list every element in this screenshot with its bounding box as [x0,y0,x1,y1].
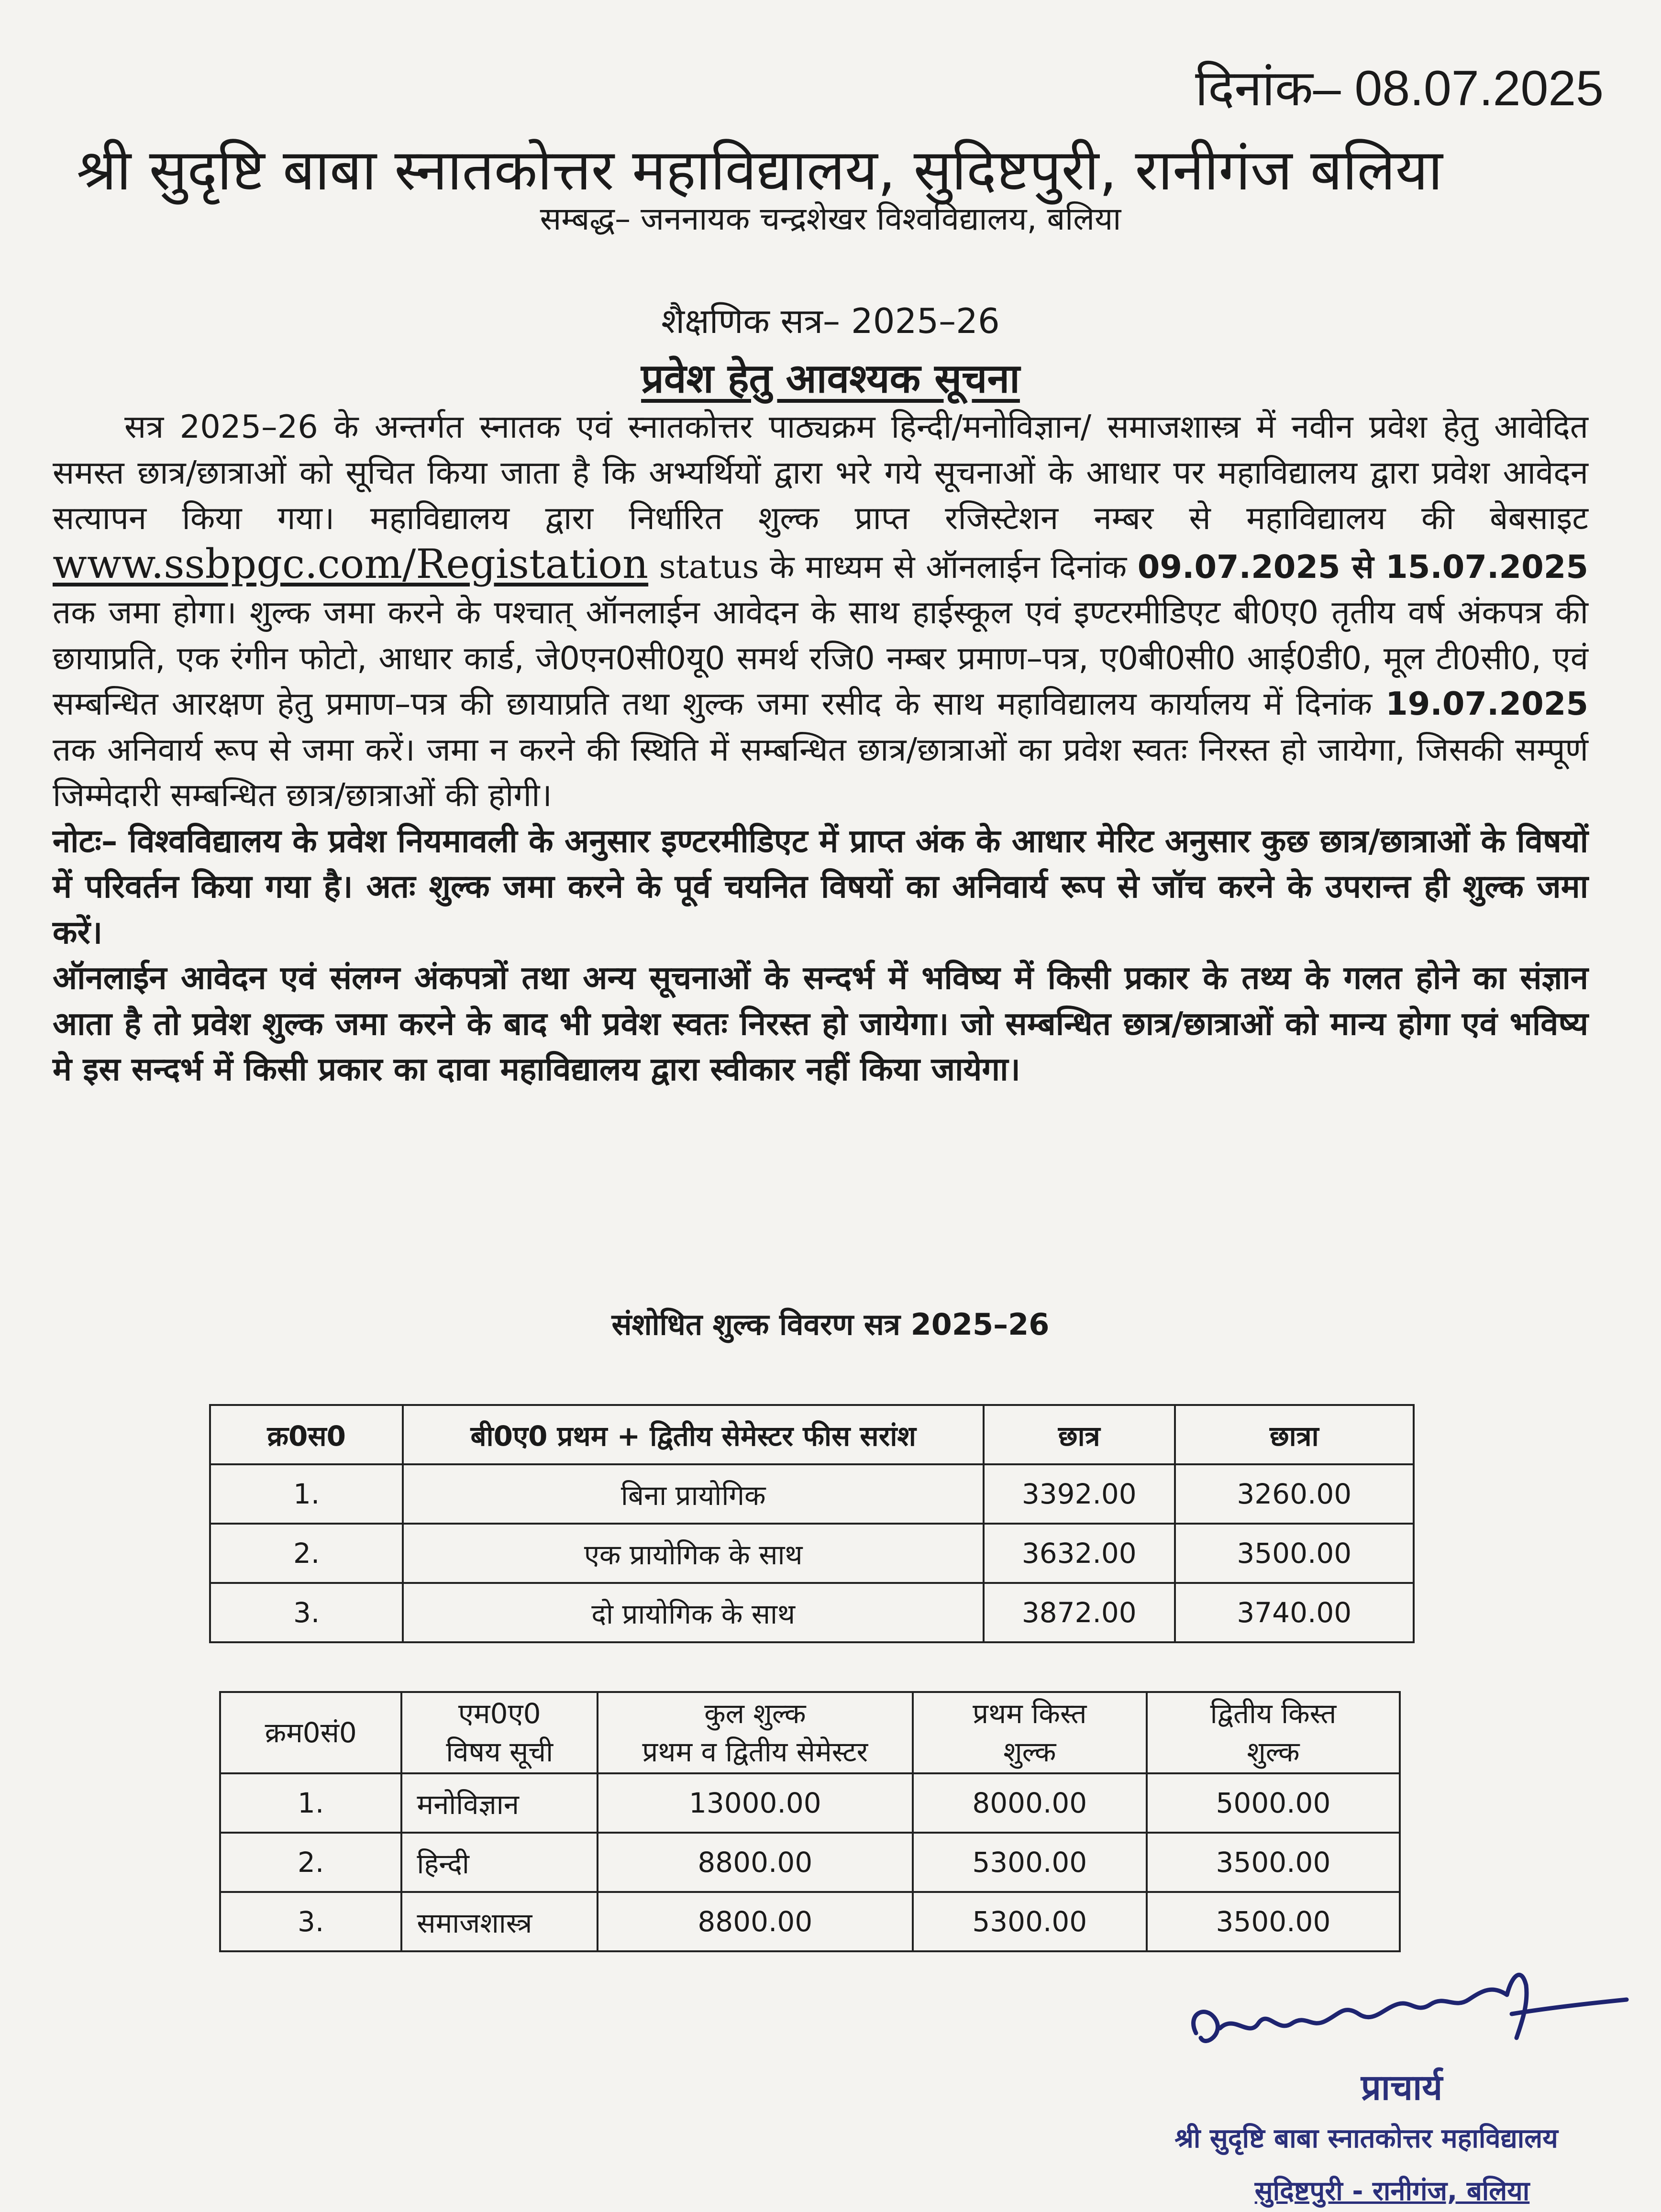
cell-first-installment: 5300.00 [913,1833,1147,1892]
cell-first-installment: 8000.00 [913,1773,1147,1833]
notice-body [53,404,1588,1093]
cell-male-fee: 3632.00 [984,1524,1175,1583]
note-subject-change: नोटः– विश्वविद्यालय के प्रवेश नियमावली के अनुसार इण्टरमीडिएट में प्राप्त अंक के आधार मेरिट अनुसार कुछ छात्र/छात्राओं के विषयों में परिवर्तन किया गया है। अतः शुल्क जमा करने के पूर्व चयनित विषयों का अनिवार्य रूप से जॉच करने के उपरान्त ही शुल्क जमा करें। [53,822,1588,951]
table-row [210,1524,1414,1583]
header-subject [401,1692,598,1773]
principal-signature [1177,1957,1636,2076]
header-female: छात्रा [1175,1405,1414,1464]
header-fee-summary: बी0ए0 प्रथम + द्वितीय सेमेस्टर फीस सरांश [403,1405,984,1464]
cell-serial: 1. [220,1773,401,1833]
header-male: छात्र [984,1405,1175,1464]
cell-male-fee: 3392.00 [984,1464,1175,1524]
cell-female-fee: 3260.00 [1175,1464,1414,1524]
header-first-installment-line1: प्रथम किस्त [973,1697,1087,1730]
college-name: श्री सुदृष्टि बाबा स्नातकोत्तर महाविद्यालय, सुदिष्टपुरी, रानीगंज बलिया [77,137,1443,203]
payment-date-range: 09.07.2025 से 15.07.2025 [1137,548,1588,586]
cell-male-fee: 3872.00 [984,1583,1175,1642]
para1-part2: के माध्यम से ऑनलाईन दिनांक [770,548,1127,586]
para1-part3: तक जमा होगा। शुल्क जमा करने के पश्चात् ऑनलाईन आवेदन के साथ हाईस्कूल एवं इण्टरमीडिएट बी0ए0 तृतीय वर्ष अंकपत्र की छायाप्रति, एक रंगीन फोटो, आधार कार्ड, जे0एन0सी0यू0 समर्थ रजि0 नम्बर प्रमाण–पत्र, ए0बी0सी0 आई0डी0, मूल टी0सी0, एवं सम्बन्धित आरक्षण हेतु प्रमाण–पत्र की छायाप्रति तथा शुल्क जमा रसीद के साथ महाविद्यालय कार्यालय में दिनांक [53,594,1588,722]
main-paragraph [53,404,1588,818]
para1-part4: तक अनिवार्य रूप से जमा करें। जमा न करने की स्थिति में सम्बन्धित छात्र/छात्राओं का प्रवेश स्वतः निरस्त हो जायेगा, जिसकी सम्पूर्ण जिम्मेदारी सम्बन्धित छात्र/छात्राओं की होगी। [53,730,1588,814]
header-total-fee-line1: कुल शुल्क [704,1697,806,1730]
header-serial [220,1692,401,1773]
table-row [220,1892,1400,1951]
cell-total-fee: 8800.00 [598,1892,913,1951]
cell-serial: 3. [220,1892,401,1951]
principal-title: प्राचार्य [1361,2067,1443,2108]
table-row [210,1464,1414,1524]
cell-category: बिना प्रायोगिक [403,1464,984,1524]
notice-heading-text: प्रवेश हेतु आवश्यक सूचना [641,355,1020,402]
affiliation: सम्बद्ध– जननायक चन्द्रशेखर विश्वविद्यालय, बलिया [540,200,1121,237]
cell-subject: समाजशास्त्र [401,1892,598,1951]
header-total-fee-line2: प्रथम व द्वितीय सेमेस्टर [642,1736,868,1768]
cell-category: एक प्रायोगिक के साथ [403,1524,984,1583]
notice-date: दिनांक– 08.07.2025 [1195,61,1604,116]
table-row [220,1773,1400,1833]
header-serial-text: क्रम0सं0 [265,1716,357,1749]
header-subject-line1: एम0ए0 [458,1697,541,1730]
header-second-installment-line1: द्वितीय किस्त [1210,1697,1337,1730]
cell-second-installment: 5000.00 [1147,1773,1400,1833]
header-serial: क्र0स0 [210,1405,403,1464]
cell-serial: 3. [210,1583,403,1642]
header-second-installment-line2: शुल्क [1247,1736,1300,1768]
para1-part1: सत्र 2025–26 के अन्तर्गत स्नातक एवं स्नातकोत्तर पाठ्यक्रम हिन्दी/मनोविज्ञान/ समाजशास्त्र में नवीन प्रवेश हेतु आवेदित समस्त छात्र/छात्राओं को सूचित किया जाता है कि अभ्यर्थियों द्वारा भरे गये सूचनाओं के आधार पर महाविद्यालय द्वारा प्रवेश आवेदन सत्यापन किया गया। महाविद्यालय द्वारा निर्धारित शुल्क प्राप्त रजिस्टेशन नम्बर से महाविद्यालय की बेबसाइट [53,408,1588,537]
ba-fee-table [209,1404,1415,1643]
header-total-fee [598,1692,913,1773]
header-first-installment-line2: शुल्क [1003,1736,1056,1768]
academic-session: शैक्षणिक सत्र– 2025–26 [661,301,1000,341]
table-header-row [210,1405,1414,1464]
cell-female-fee: 3740.00 [1175,1583,1414,1642]
cell-serial: 2. [220,1833,401,1892]
cell-subject: मनोविज्ञान [401,1773,598,1833]
cell-serial: 1. [210,1464,403,1524]
seal-address: सुदिष्टपुरी - रानीगंज, बलिया [1254,2176,1530,2207]
cell-total-fee: 13000.00 [598,1773,913,1833]
cell-total-fee: 8800.00 [598,1833,913,1892]
ma-fee-table [219,1691,1401,1952]
fee-caption: संशोधित शुल्क विवरण सत्र 2025–26 [611,1307,1050,1342]
header-subject-line2: विषय सूची [446,1736,554,1768]
table-row [220,1833,1400,1892]
cell-second-installment: 3500.00 [1147,1833,1400,1892]
cell-first-installment: 5300.00 [913,1892,1147,1951]
last-submission-date: 19.07.2025 [1385,685,1588,722]
table-row [210,1583,1414,1642]
header-second-installment [1147,1692,1400,1773]
cell-category: दो प्रायोगिक के साथ [403,1583,984,1642]
status-word: status [659,548,759,586]
table-header-row [220,1692,1400,1773]
note-cancellation: ऑनलाईन आवेदन एवं संलग्न अंकपत्रों तथा अन्य सूचनाओं के सन्दर्भ में भविष्य में किसी प्रकार के तथ्य के गलत होने का संज्ञान आता है तो प्रवेश शुल्क जमा करने के बाद भी प्रवेश स्वतः निरस्त हो जायेगा। जो सम्बन्धित छात्र/छात्राओं को मान्य होगा एवं भविष्य मे इस सन्दर्भ में किसी प्रकार का दावा महाविद्यालय द्वारा स्वीकार नहीं किया जायेगा। [53,959,1588,1088]
cell-second-installment: 3500.00 [1147,1892,1400,1951]
cell-subject: हिन्दी [401,1833,598,1892]
cell-serial: 2. [210,1524,403,1583]
notice-heading [0,349,1661,404]
seal-college-name: श्री सुदृष्टि बाबा स्नातकोत्तर महाविद्यालय [1174,2123,1558,2154]
header-first-installment [913,1692,1147,1773]
website-link[interactable]: www.ssbpgc.com/Registation [53,540,649,587]
cell-female-fee: 3500.00 [1175,1524,1414,1583]
